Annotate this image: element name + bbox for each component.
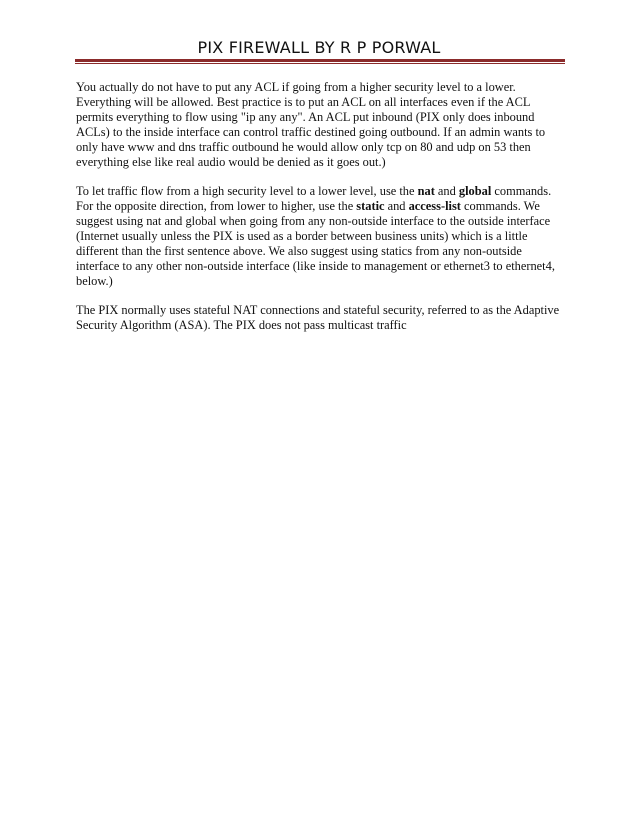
- paragraph-text: and: [434, 184, 459, 198]
- header-rule-thick: [75, 59, 565, 62]
- paragraph-asa: The PIX normally uses stateful NAT connections and stateful security, referred to as the Adaptive Security Algorithm (ASA). The PIX does not pass multicast traffic: [76, 303, 560, 332]
- page-header-title: PIX FIREWALL BY R P PORWAL: [197, 38, 441, 57]
- paragraph-text: commands. For the opposite direction, from lower to higher, use the: [76, 184, 552, 213]
- keyword-global: global: [458, 184, 492, 198]
- paragraph-acl-note: You actually do not have to put any ACL if going from a higher security level to a lower. Everything will be allowed. Best practice is to put an ACL on all interfaces even if the ACL permits everything to flow using "ip any any". An ACL put inbound (PIX only does inbound ACLs) to the inside interface can control traffic destined going outbound. If an admin wants to only have www and dns traffic outbound he would allow only tcp on 80 and udp on 53 then everything else like real audio would be denied as it goes out.): [76, 80, 546, 169]
- keyword-nat: nat: [417, 184, 435, 198]
- document-body: [76, 80, 566, 347]
- paragraph-traffic-flow: [76, 184, 566, 289]
- paragraph-text: commands. We suggest using nat and global when going from any non-outside interface to the outside interface (Internet usually unless the PIX is used as a border between business units) which is a little different than the first sentence above. We also suggest using statics from any non-outside interface to any other non-outside interface (like inside to management or ethernet3 to ethernet4, below.): [76, 199, 555, 288]
- paragraph-text: and: [384, 199, 409, 213]
- paragraph-text: To let traffic flow from a high security level to a lower level, use the: [76, 184, 418, 198]
- keyword-static: static: [356, 199, 385, 213]
- header-rule-thin: [75, 63, 565, 64]
- keyword-access-list: access-list: [408, 199, 461, 213]
